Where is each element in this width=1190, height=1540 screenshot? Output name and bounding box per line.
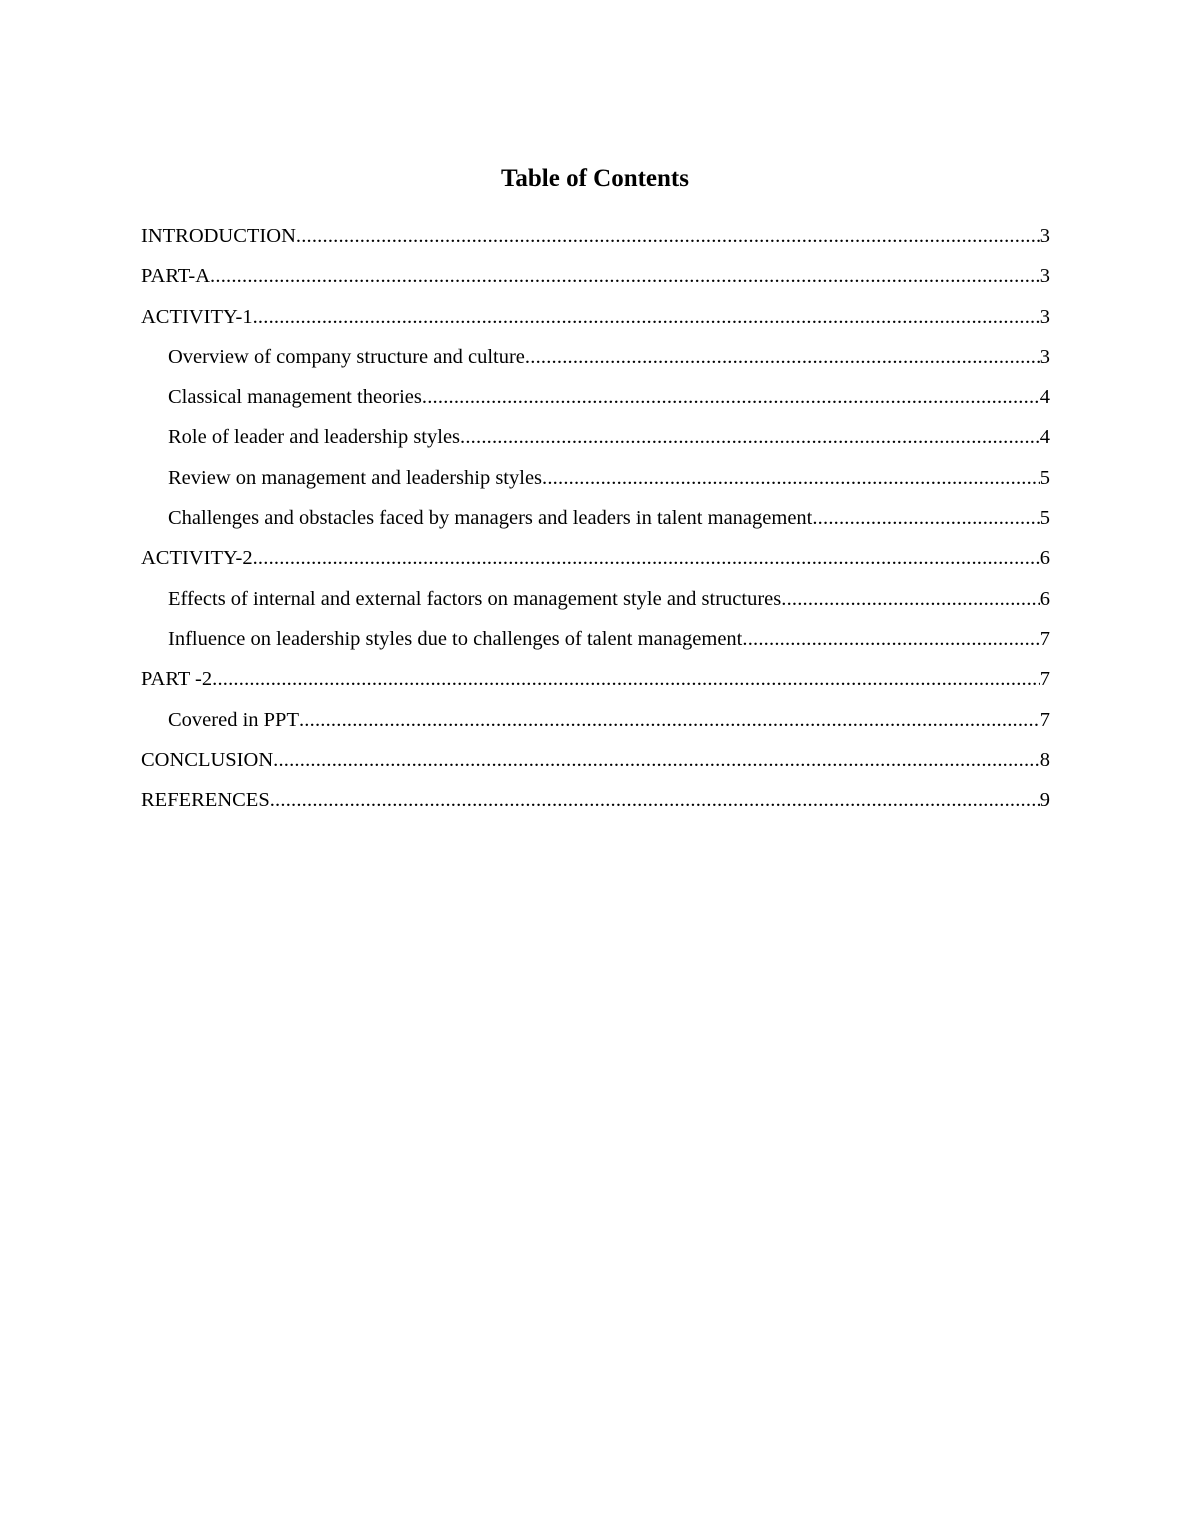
toc-entry[interactable]	[141, 216, 1050, 256]
toc-entry[interactable]	[141, 538, 1050, 578]
toc-dot-leader	[781, 579, 1040, 619]
toc-dot-leader	[212, 659, 1040, 699]
toc-page-number: 7	[1039, 668, 1050, 691]
toc-dot-leader	[253, 297, 1040, 337]
toc-entry-label: PART-A	[141, 265, 211, 288]
toc-entry-label: REFERENCES	[141, 789, 270, 812]
toc-page-number: 4	[1039, 426, 1050, 449]
toc-entry-label: PART -2	[141, 668, 213, 691]
toc-entry[interactable]	[141, 780, 1050, 820]
toc-dot-leader	[422, 377, 1040, 417]
toc-entry[interactable]	[141, 458, 1050, 498]
toc-page-number: 5	[1039, 507, 1050, 530]
toc-entry-label: Covered in PPT	[168, 708, 299, 731]
toc-entry-label: Influence on leadership styles due to challenges of talent management	[168, 627, 743, 650]
toc-entry-label: ACTIVITY-2	[141, 547, 253, 570]
toc-entry-label: Classical management theories	[168, 386, 422, 409]
toc-dot-leader	[460, 417, 1040, 457]
toc-entry[interactable]	[141, 498, 1050, 538]
toc-page-number: 4	[1039, 386, 1050, 409]
page-title: Table of Contents	[501, 165, 689, 192]
toc-entry-label: Overview of company structure and culture	[168, 345, 525, 368]
toc-entry[interactable]	[141, 297, 1050, 337]
toc-entry[interactable]	[141, 337, 1050, 377]
toc-page-number: 7	[1039, 627, 1050, 650]
toc-entry[interactable]	[141, 619, 1050, 659]
toc-entry-label: ACTIVITY-1	[141, 305, 253, 328]
toc-dot-leader	[525, 337, 1040, 377]
toc-list	[141, 216, 1050, 820]
toc-dot-leader	[210, 256, 1040, 296]
toc-dot-leader	[296, 216, 1040, 256]
toc-entry-label: Effects of internal and external factors on management style and structures	[168, 587, 782, 610]
toc-page-number: 6	[1039, 547, 1050, 570]
toc-entry[interactable]	[141, 377, 1050, 417]
toc-page-number: 7	[1039, 708, 1050, 731]
toc-page-number: 3	[1039, 305, 1050, 328]
toc-entry[interactable]	[141, 256, 1050, 296]
toc-entry[interactable]	[141, 740, 1050, 780]
toc-entry-label: CONCLUSION	[141, 748, 274, 771]
toc-page-number: 3	[1039, 265, 1050, 288]
toc-page-number: 3	[1039, 345, 1050, 368]
toc-entry-label: Role of leader and leadership styles	[168, 426, 461, 449]
toc-page-number: 8	[1039, 748, 1050, 771]
toc-entry-label: Review on management and leadership styles	[168, 466, 543, 489]
toc-page-number: 5	[1039, 466, 1050, 489]
toc-entry[interactable]	[141, 579, 1050, 619]
toc-entry-label: INTRODUCTION	[141, 225, 296, 247]
toc-dot-leader	[742, 619, 1039, 659]
toc-page-number: 3	[1039, 225, 1050, 247]
toc-page-number: 9	[1039, 789, 1050, 812]
toc-entry[interactable]	[141, 417, 1050, 457]
toc-dot-leader	[542, 458, 1040, 498]
toc-entry[interactable]	[141, 700, 1050, 740]
toc-page-number: 6	[1039, 587, 1050, 610]
toc-dot-leader	[253, 538, 1040, 578]
toc-dot-leader	[270, 780, 1040, 820]
toc-dot-leader	[299, 700, 1040, 740]
toc-dot-leader	[273, 740, 1040, 780]
toc-entry-label: Challenges and obstacles faced by managers and leaders in talent management	[168, 507, 813, 530]
toc-dot-leader	[812, 498, 1039, 538]
toc-entry[interactable]	[141, 659, 1050, 699]
